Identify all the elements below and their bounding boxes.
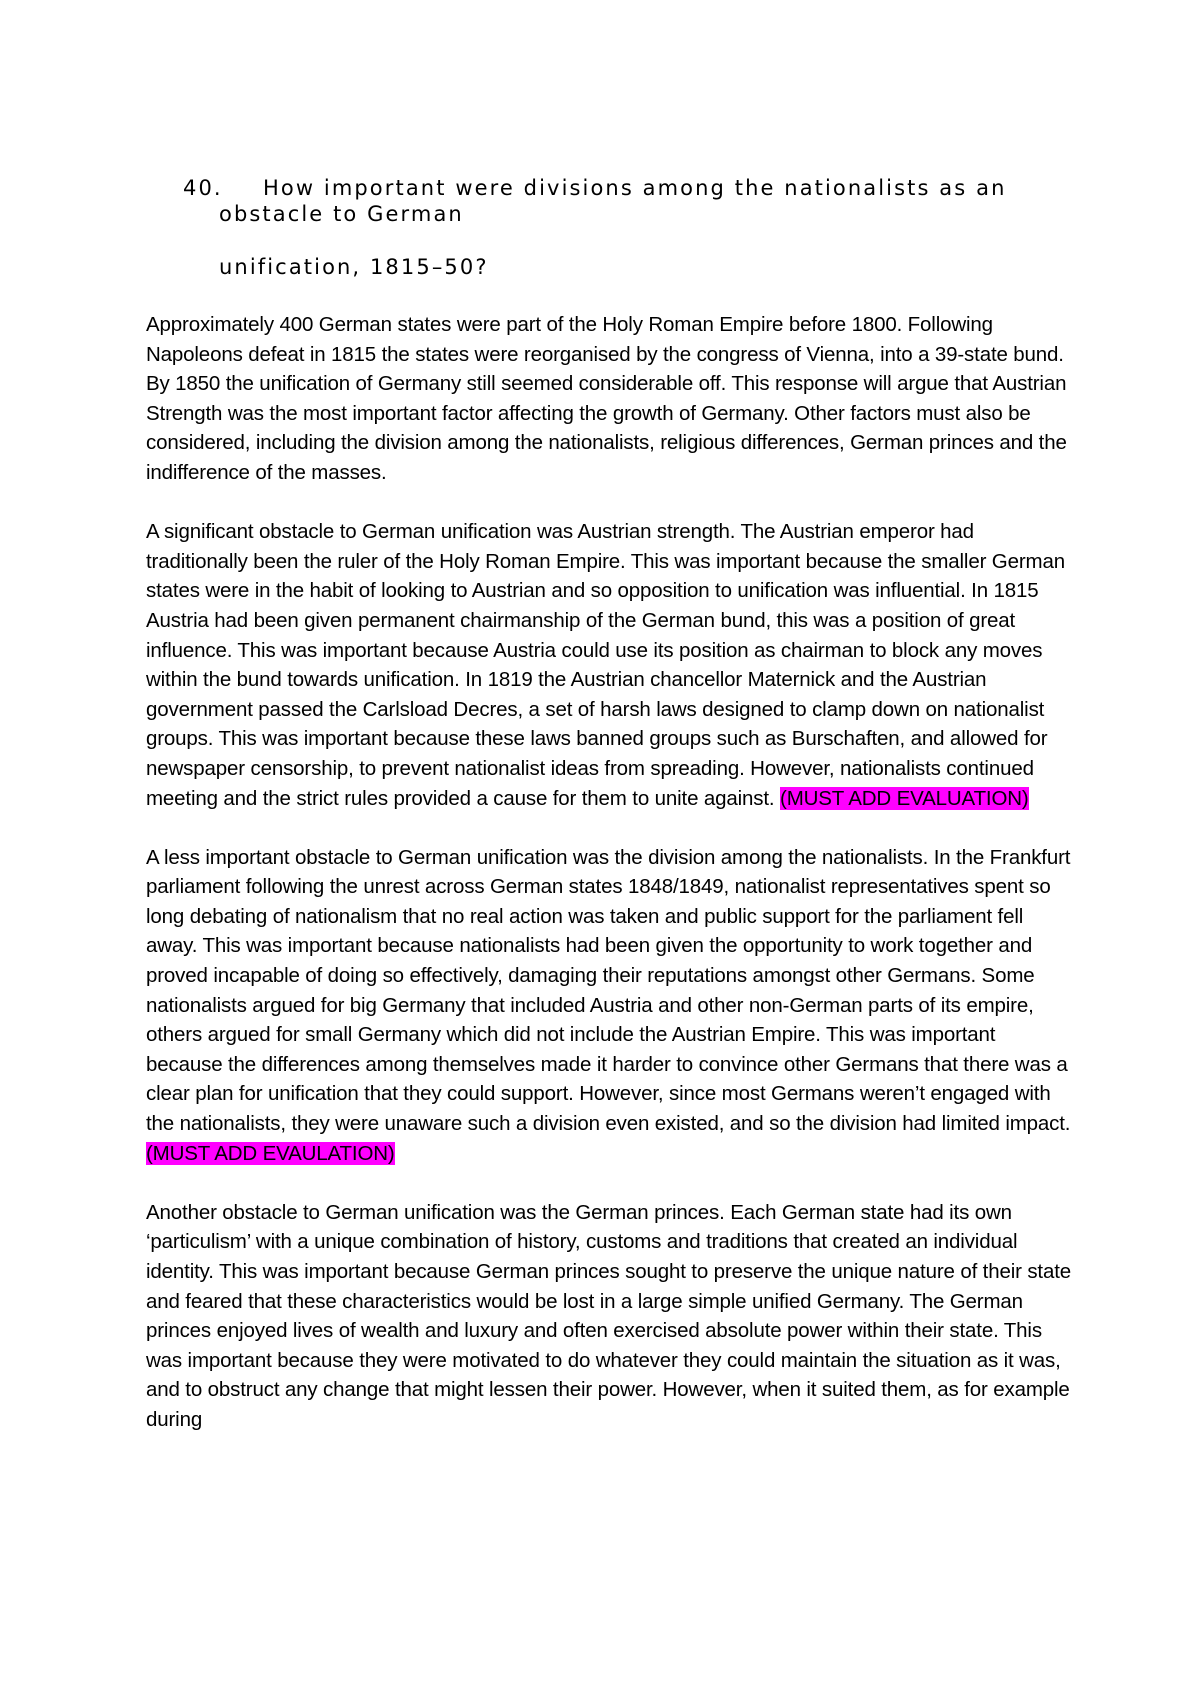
paragraph-nationalist-divisions [146,843,1076,1169]
paragraph-introduction [146,310,1076,488]
heading-text-1: How important were divisions among the nationalists as an [263,176,1007,200]
paragraph-austrian-strength [146,517,1076,813]
essay-body [146,310,1076,1464]
paragraph-text: Approximately 400 German states were part of the Holy Roman Empire before 1800. Following Napoleons defeat in 1815 the states were reorganised by the congress of Vienna, into a 39-state bund. By 1850 the unification of Germany still seemed considerable off. This response will argue that Austrian Strength was the most important factor affecting the growth of Germany. Other factors must also be considered, including the division among the nationalists, religious differences, German princes and the indifference of the masses. [146,313,1067,484]
paragraph-german-princes [146,1198,1076,1435]
paragraph-text: A less important obstacle to German unification was the division among the nationalists. In the Frankfurt parliament following the unrest across German states 1848/1849, nationalist representatives spent so long debating of nationalism that no real action was taken and public support for the parliament fell away. This was important because nationalists had been given the opportunity to work together and proved incapable of doing so effectively, damaging their reputations amongst other Germans. Some nationalists argued for big Germany that included Austria and other non-German parts of its empire, others argued for small Germany which did not include the Austrian Empire. This was important because the differences among themselves made it harder to convince other Germans that there was a clear plan for unification that they could support. However, since most Germans weren’t engaged with the nationalists, they were unaware such a division even existed, and so the division had limited impact. [146,845,1071,1136]
heading-line-1 [183,175,1063,201]
question-heading [183,175,1063,280]
heading-line-2: obstacle to German [219,202,464,226]
paragraph-text: Another obstacle to German unification was the German princes. Each German state had its own ‘particulism’ with a unique combination of history, customs and traditions that created an individual identity. This was important because German princes sought to preserve the unique nature of their state and feared that these characteristics would be lost in a large simple unified Germany. The German princes enjoyed lives of wealth and luxury and often exercised absolute power within their state. This was important because they were motivated to do whatever they could maintain the situation as it was, and to obstruct any change that might lessen their power. However, when it suited them, as for example during [146,1200,1072,1431]
paragraph-text: A significant obstacle to German unification was Austrian strength. The Austrian emperor had traditionally been the ruler of the Holy Roman Empire. This was important because the smaller German states were in the habit of looking to Austrian and so opposition to unification was influential. In 1815 Austria had been given permanent chairmanship of the German bund, this was a position of great influence. This was important because Austria could use its position as chairman to block any moves within the bund towards unification. In 1819 the Austrian chancellor Maternick and the Austrian government passed the Carlsload Decres, a set of harsh laws designed to clamp down on nationalist groups. This was important because these laws banned groups such as Burschaften, and allowed for newspaper censorship, to prevent nationalist ideas from spreading. However, nationalists continued meeting and the strict rules provided a cause for them to unite against. [146,520,1065,810]
question-number: 40. [183,176,223,200]
heading-line-3: unification, 1815–50? [219,255,489,279]
evaluation-note-highlight: (MUST ADD EVALUATION) [780,786,1029,810]
evaluation-note-highlight: (MUST ADD EVAULATION) [146,1141,395,1165]
